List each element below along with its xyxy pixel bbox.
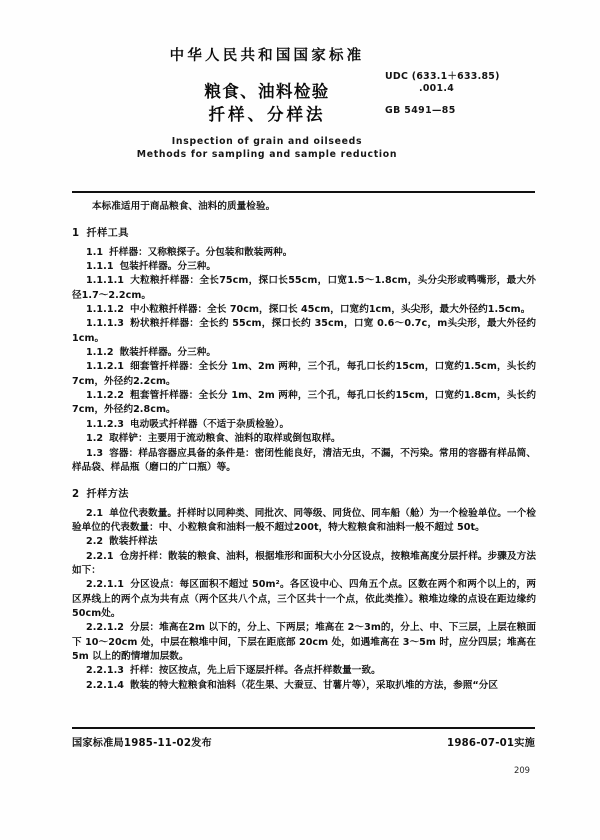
clause-number: 2.1: [86, 507, 104, 519]
clause-number: 1.1.1.3: [86, 318, 124, 330]
list-item: [72, 679, 536, 693]
clause-text: 包装扦样器。分三种。: [119, 261, 217, 273]
clause-number: 1.1.1.2: [86, 304, 124, 316]
clause-text: 扦样器：又称粮探子。分包装和散装两种。: [109, 246, 293, 258]
classification-codes: [385, 68, 535, 116]
section-number: 1: [72, 228, 80, 240]
list-item: [72, 389, 536, 418]
clause-number: 2.2.1.4: [86, 679, 124, 691]
clause-text: 粉状粮扦样器：全长约 55cm，探口长约 35cm，口宽 0.6～0.7c，m头尖形，最大外径约1cm。: [72, 318, 536, 344]
list-item: [72, 260, 536, 274]
clause-text: 容器：样品容器应具备的条件是：密闭性能良好，清洁无虫，不漏，不污染。常用的容器有样品筒、样品袋、样品瓶（磨口的广口瓶）等。: [72, 447, 536, 473]
list-item: [72, 535, 536, 549]
clause-text: 散装扦样法: [109, 536, 158, 548]
clause-text: 大粒粮扦样器：全长75cm，探口长55cm，口宽1.5～1.8cm，头分尖形或鸭嘴形，最大外径1.7～2.2cm。: [72, 275, 536, 301]
list-item: [72, 447, 536, 476]
clause-number: 1.1: [86, 246, 104, 258]
clause-text: 细套管扦样器：全长分 1m、2m 两种，三个孔，每孔口长约15cm，口宽约1.5cm，头长约7cm，外径约2.2cm。: [72, 361, 536, 387]
clause-text: 分区设点：每区面积不超过 50m²。各区设中心、四角五个点。区数在两个和两个以上的，两区界线上的两个点为共有点（两个区共八个点，三个区共十一个点，依此类推）。粮堆边缘的点设在距边缘约50cm处。: [72, 579, 536, 619]
list-item: [72, 346, 536, 360]
page-number: 209: [514, 765, 530, 775]
english-title-line1: Inspection of grain and oilseeds: [171, 135, 363, 147]
section-number: 2: [72, 489, 80, 501]
issue-date-label: 国家标准局1985-11-02发布: [72, 738, 212, 749]
national-standard-title: 中华人民共和国国家标准: [169, 48, 365, 64]
clause-text: 取样铲：主要用于流动粮食、油料的取样或倒包取样。: [109, 433, 341, 445]
clause-number: 2.2.1: [86, 550, 114, 562]
clause-number: 2.2.1.3: [86, 665, 124, 677]
clause-text: 粗套管扦样器：全长分 1m、2m 两种，三个孔，每孔口长约15cm，口宽约1.8cm，头长约7cm，外径约2.8cm。: [72, 390, 536, 416]
clause-text: 散装的特大粒粮食和油料（花生果、大蚕豆、甘薯片等），采取扒堆的方法，参照“分区: [130, 679, 499, 691]
clause-number: 1.1.2: [86, 347, 114, 359]
list-item: [72, 664, 536, 678]
masthead: [72, 48, 535, 183]
scope-paragraph: 本标准适用于商品粮食、油料的质量检验。: [92, 201, 276, 212]
document-footer: [72, 734, 535, 749]
list-item: [72, 360, 536, 389]
clause-number: 2.2.1.2: [86, 622, 124, 634]
section-heading-1: [72, 227, 536, 241]
clause-number: 1.1.1.1: [86, 275, 124, 287]
clause-number: 1.1.2.3: [86, 418, 124, 430]
list-item: [72, 432, 536, 446]
clause-text: 扦样：按区按点，先上后下逐层扦样。各点扦样数量一致。: [130, 665, 381, 677]
clause-number: 2.2.1.1: [86, 579, 124, 591]
clause-number: 1.1.1: [86, 261, 114, 273]
udc-subcode: .001.4: [419, 83, 455, 94]
clause-number: 1.3: [86, 447, 104, 459]
english-title-line2: Methods for sampling and sample reduction: [136, 149, 398, 161]
clause-text: 散装扦样器。分三种。: [119, 347, 217, 359]
section-title: 扦样方法: [86, 489, 129, 501]
gb-standard-number: GB 5491—85: [385, 105, 456, 116]
list-item: [72, 274, 536, 303]
standard-title-line1: 粮食、油料检验: [204, 82, 330, 102]
english-title: [102, 135, 432, 162]
list-item: [72, 317, 536, 346]
document-body: [72, 200, 536, 693]
clause-text: 单位代表数量。扦样时以同种类、同批次、同等级、同货位、同车船（舱）为一个检验单位。一个检验单位的代表数量：中、小粒粮食和油料一般不超过200t，特大粒粮食和油料一般不超过 50t。: [72, 507, 536, 533]
clause-number: 1.2: [86, 433, 104, 445]
list-item: [72, 578, 536, 621]
udc-code: UDC (633.1＋633.85): [385, 71, 500, 82]
clause-text: 分层：堆高在2m 以下的，分上、下两层；堆高在 2～3m的，分上、中、下三层，上层在粮面下 10～20cm 处，中层在粮堆中间，下层在距底部 20cm 处，如遇堆高在 3～5m 时，应分四层；堆高在 5m 以上的酌情增加层数。: [72, 622, 536, 662]
list-item: [72, 550, 536, 579]
clause-number: 1.1.2.1: [86, 361, 124, 373]
header-divider-rule: [72, 191, 535, 193]
list-item: [72, 418, 536, 432]
clause-number: 1.1.2.2: [86, 390, 124, 402]
clause-number: 2.2: [86, 536, 104, 548]
clause-text: 仓房扦样：散装的粮食、油料，根据堆形和面积大小分区设点，按粮堆高度分层扦样。步骤及方法如下：: [72, 550, 536, 576]
clause-text: 中小粒粮扦样器：全长 70cm，探口长 45cm，口宽约1cm，头尖形，最大外径约1.5cm。: [130, 304, 531, 316]
section-title: 扦样工具: [86, 228, 129, 240]
list-item: [72, 303, 536, 317]
clause-text: 电动吸式扦样器（不适于杂质检验）。: [130, 418, 290, 430]
section-heading-2: [72, 488, 536, 502]
effective-date-label: 1986-07-01实施: [447, 738, 535, 749]
footer-divider-rule: [72, 727, 535, 729]
list-item: [72, 507, 536, 536]
list-item: [72, 621, 536, 664]
standard-title: [102, 81, 432, 126]
list-item: [72, 246, 536, 260]
standard-title-line2: 扦样、分样法: [208, 104, 326, 124]
